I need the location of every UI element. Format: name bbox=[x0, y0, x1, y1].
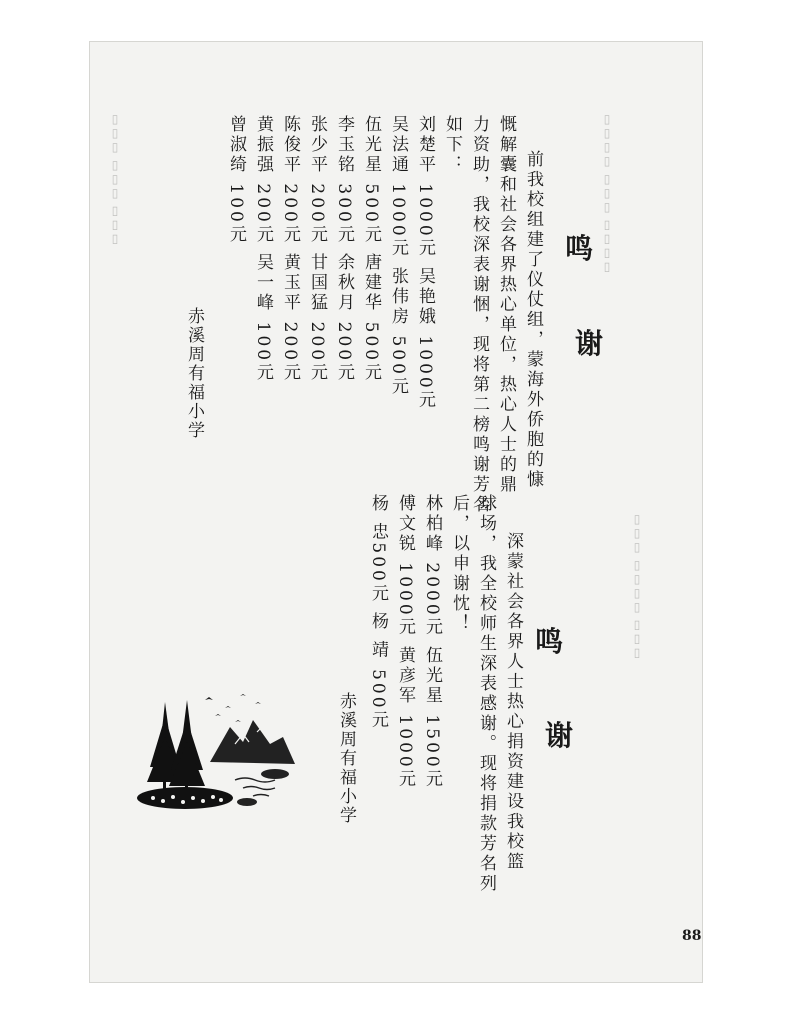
notice1-donor-line: 张少平 200元 甘国猛 200元 bbox=[307, 115, 327, 384]
notice1-donor-line: 陈俊平 200元 黄玉平 200元 bbox=[280, 115, 300, 384]
notice1-donor-line: 刘楚平 1000元 吴艳娥 1000元 bbox=[415, 115, 435, 411]
notice2-donor-line: 林柏峰 2000元 伍光星 1500元 bbox=[422, 494, 442, 790]
notice1-body-line-2: 慨解囊和社会各界热心单位，热心人士的鼎 bbox=[496, 115, 516, 495]
notice2-body-line-2: 球场，我全校师生深表感谢。现将捐款芳名列 bbox=[476, 494, 496, 894]
notice2-donor-line: 杨 忠500元 杨 靖 500元 bbox=[368, 494, 388, 731]
notice1-donor-line: 曾淑绮 100元 bbox=[226, 115, 246, 245]
notice1-donor-line: 吴法通 1000元 张伟房 500元 bbox=[388, 115, 408, 397]
bleed-through-text: ▯▯▯ ▯▯▯ ▯▯▯ bbox=[108, 112, 122, 246]
notice1-body-line-4: 如下： bbox=[442, 115, 462, 175]
notice2-signature: 赤溪周有福小学 bbox=[336, 692, 356, 825]
bleed-through-text: ▯▯▯ ▯▯▯▯ ▯▯▯ bbox=[630, 512, 644, 660]
page-number: 88 bbox=[682, 928, 702, 944]
notice1-signature: 赤溪周有福小学 bbox=[184, 307, 204, 440]
notice2-body-line-1: 深蒙社会各界人士热心捐资建设我校篮 bbox=[503, 532, 523, 872]
notice1-donor-line: 李玉铭 300元 余秋月 200元 bbox=[334, 115, 354, 384]
notice1-title-char-1: 鸣 bbox=[565, 232, 594, 265]
notice2-title-char-1: 鸣 bbox=[535, 625, 564, 658]
notice2-donor-line: 傅文锐 1000元 黄彦军 1000元 bbox=[395, 494, 415, 790]
notice2-body-line-3: 后，以申谢忱！ bbox=[449, 494, 469, 634]
notice1-body-line-3: 力资助，我校深表谢悃，现将第二榜鸣谢芳名 bbox=[469, 115, 489, 515]
landscape-illustration-icon bbox=[135, 682, 310, 817]
notice1-donor-line: 伍光星 500元 唐建华 500元 bbox=[361, 115, 381, 384]
notice2-title-char-2: 谢 bbox=[545, 719, 574, 752]
bleed-through-text: ▯▯▯▯ ▯▯▯ ▯▯▯▯ bbox=[600, 112, 614, 274]
notice1-donor-line: 黄振强 200元 吴一峰 100元 bbox=[253, 115, 273, 384]
page-sheet bbox=[90, 42, 702, 982]
notice1-title-char-2: 谢 bbox=[575, 327, 604, 360]
notice1-body-line-1: 前我校组建了仪仗组，蒙海外侨胞的慷 bbox=[523, 150, 543, 490]
